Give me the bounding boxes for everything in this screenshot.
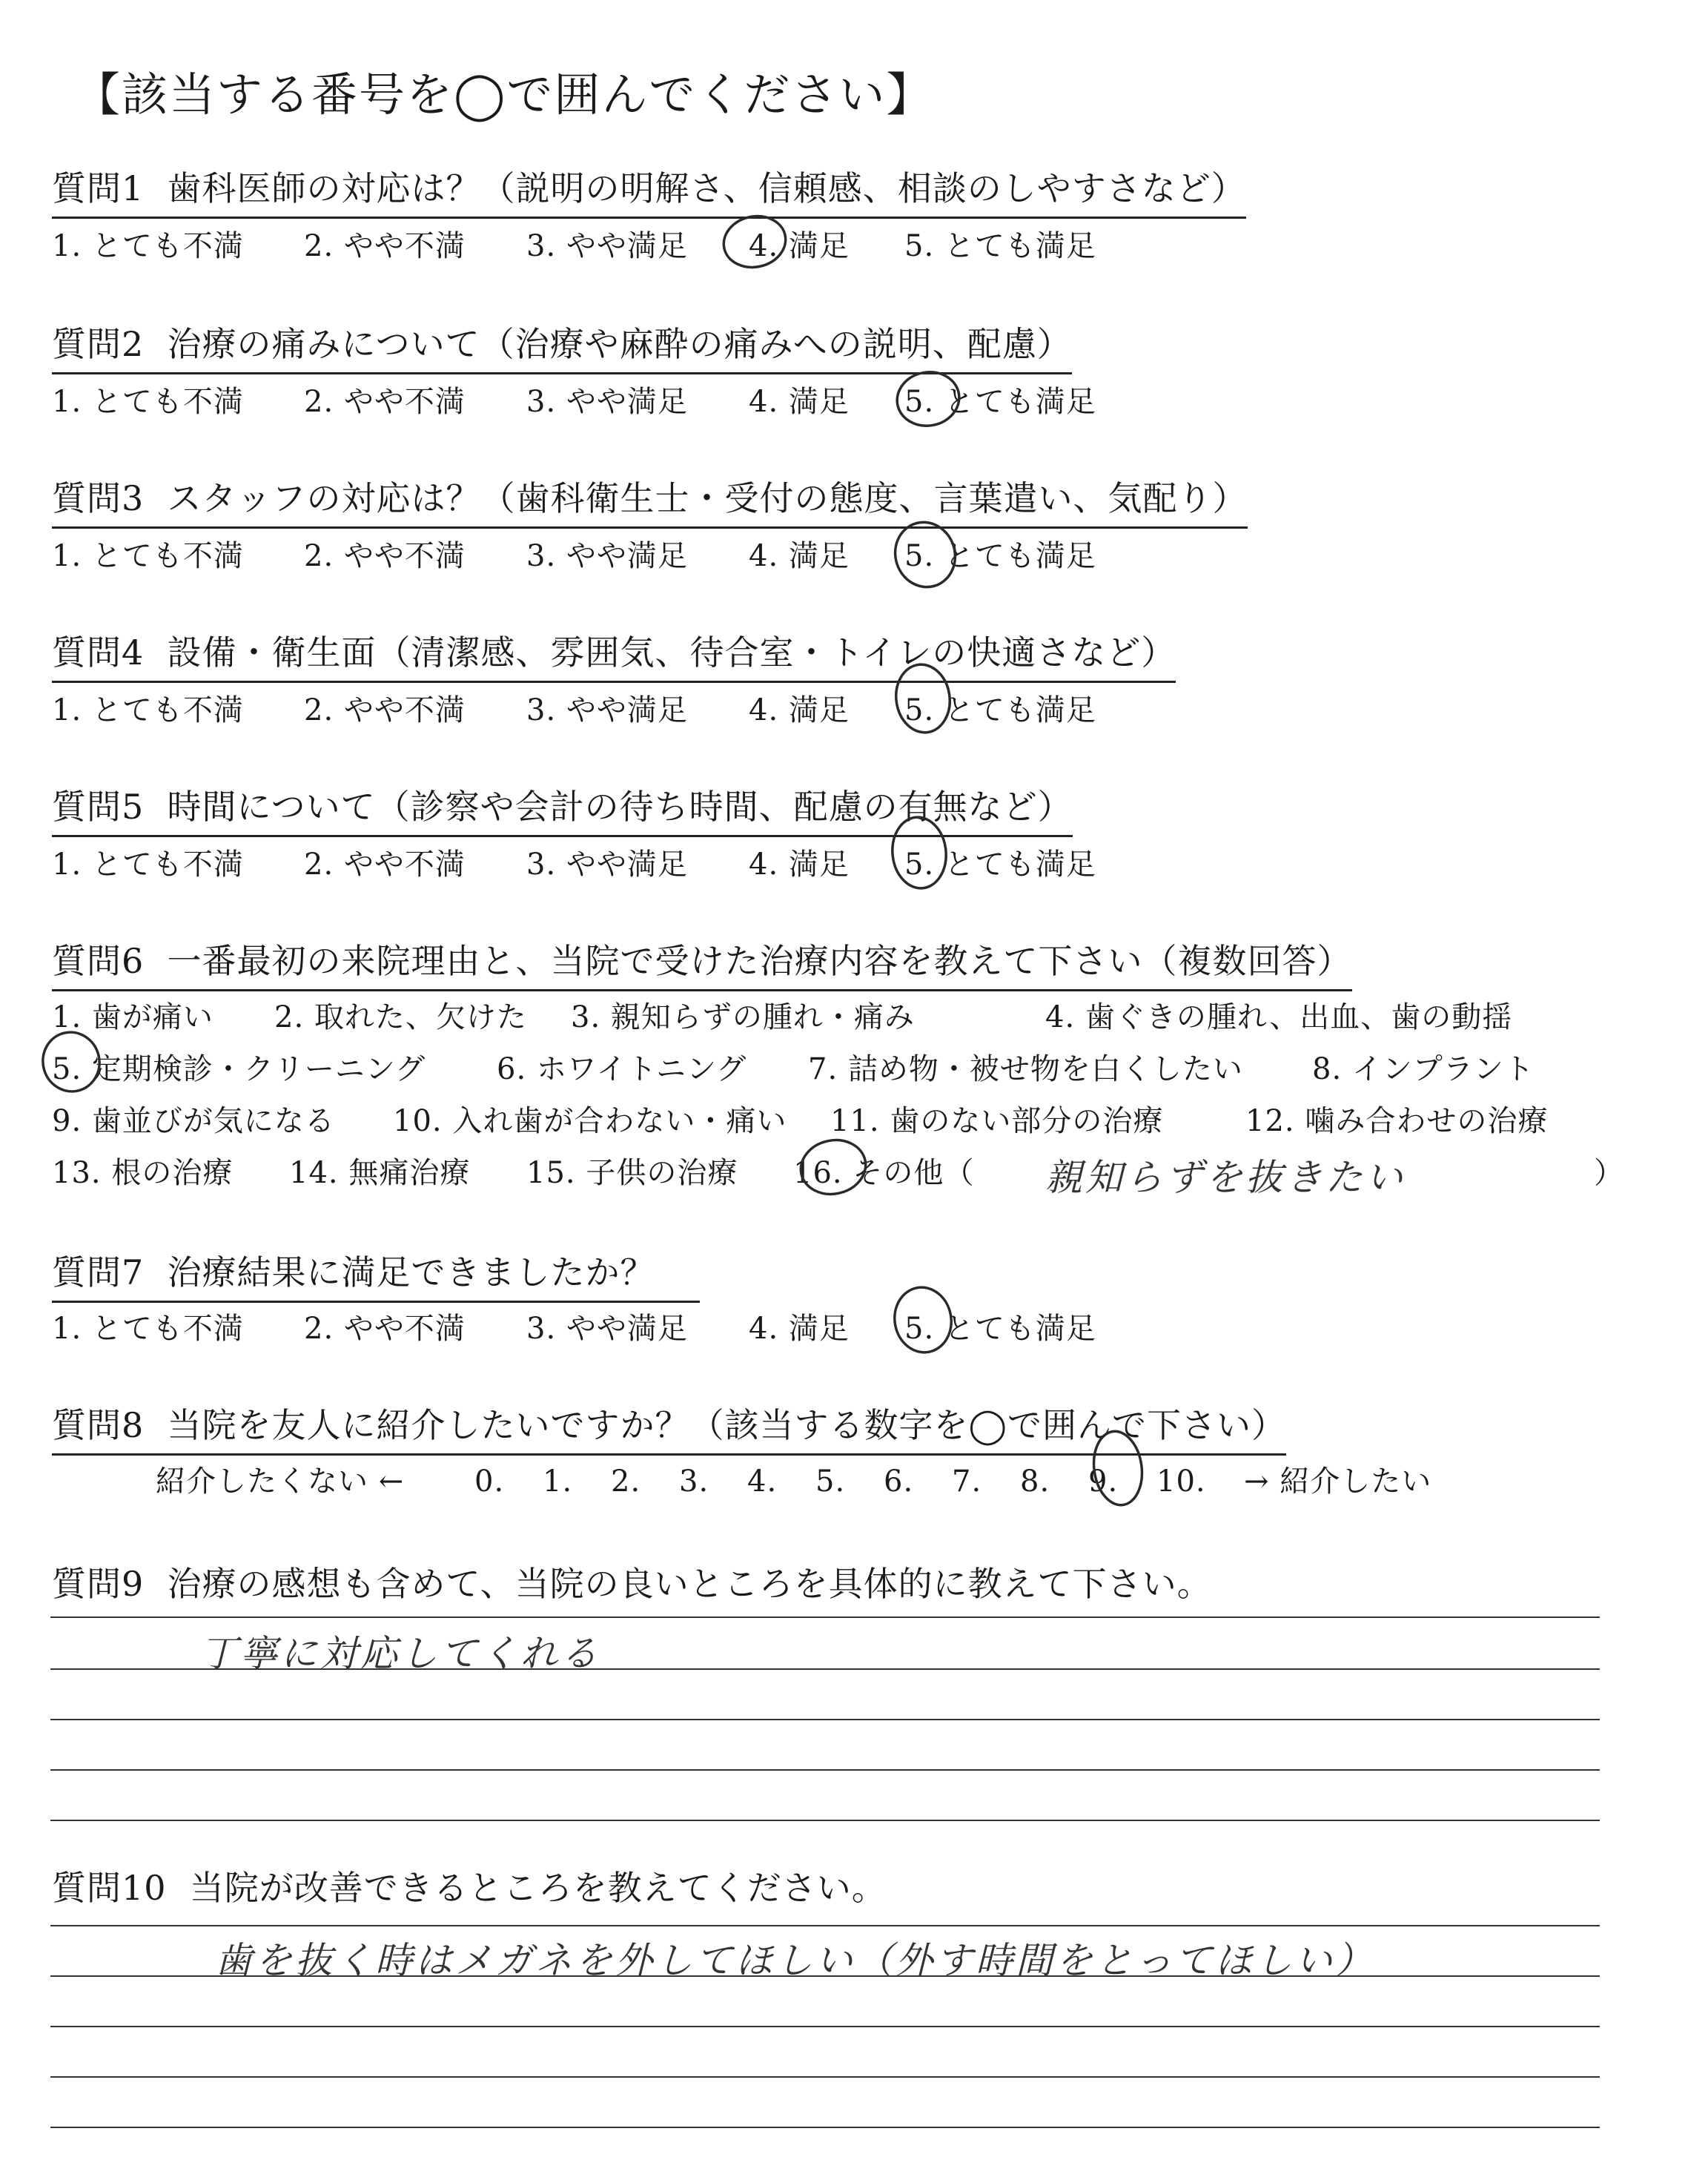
reason-option[interactable]: 12. 噛み合わせの治療 — [1245, 1104, 1549, 1138]
option-4[interactable]: 4. 満足 — [749, 229, 850, 263]
reason-option-other[interactable]: 16. その他（ — [793, 1156, 975, 1190]
scale-option[interactable]: 5. — [815, 1464, 846, 1499]
scale-left-label: 紹介したくない ← — [156, 1464, 405, 1499]
option-5[interactable]: 5. とても満足 — [904, 848, 1096, 882]
option-5[interactable]: 5. とても満足 — [904, 229, 1096, 263]
reason-option[interactable]: 3. 親知らずの腫れ・痛み — [571, 1000, 915, 1034]
question-10-answer[interactable]: 歯を抜く時はメガネを外してほしい（外す時間をとってほしい） — [215, 1939, 1375, 1982]
question-text: 治療の感想も含めて、当院の良いところを具体的に教えて下さい。 — [167, 1564, 1212, 1604]
scale-option[interactable]: 2. — [611, 1464, 641, 1499]
reason-option[interactable]: 15. 子供の治療 — [526, 1156, 738, 1190]
question-text: 当院が改善できるところを教えてください。 — [189, 1868, 887, 1908]
reason-option[interactable]: 1. 歯が痛い — [52, 1000, 214, 1034]
option-1[interactable]: 1. とても不満 — [52, 385, 244, 419]
option-3[interactable]: 3. やや満足 — [526, 385, 688, 419]
question-5-title — [52, 780, 1073, 837]
question-8-title — [52, 1398, 1286, 1456]
reason-option[interactable]: 13. 根の治療 — [52, 1156, 234, 1190]
option-2[interactable]: 2. やや不満 — [304, 848, 466, 882]
question-label: 質問1 — [52, 168, 145, 208]
question-label: 質問7 — [52, 1252, 145, 1292]
option-2[interactable]: 2. やや不満 — [304, 539, 466, 573]
instruction-header: 【該当する番号を◯で囲んでください】 — [74, 67, 934, 122]
question-label: 質問9 — [52, 1564, 145, 1604]
question-10-title — [52, 1861, 887, 1910]
option-2[interactable]: 2. やや不満 — [304, 385, 466, 419]
answer-line — [50, 2127, 1600, 2128]
option-1[interactable]: 1. とても不満 — [52, 1312, 244, 1346]
question-4-options — [52, 687, 1096, 729]
answer-line — [50, 1769, 1600, 1771]
question-3-title — [52, 472, 1248, 529]
scale-option[interactable]: 6. — [884, 1464, 914, 1499]
question-6-row-4 — [52, 1149, 974, 1192]
option-1[interactable]: 1. とても不満 — [52, 848, 244, 882]
question-3-options — [52, 532, 1096, 575]
option-3[interactable]: 3. やや満足 — [526, 229, 688, 263]
question-label: 質問2 — [52, 324, 145, 364]
question-text: 治療結果に満足できましたか？ — [167, 1252, 655, 1292]
question-7-title — [52, 1246, 700, 1303]
scale-option[interactable]: 10. — [1156, 1464, 1206, 1499]
reason-option[interactable]: 9. 歯並びが気になる — [52, 1104, 335, 1138]
reason-option[interactable]: 10. 入れ歯が合わない・痛い — [393, 1104, 787, 1138]
scale-option[interactable]: 8. — [1020, 1464, 1050, 1499]
question-6-row-2 — [52, 1046, 1535, 1088]
answer-line — [50, 1616, 1600, 1618]
option-3[interactable]: 3. やや満足 — [526, 693, 688, 727]
question-label: 質問3 — [52, 478, 145, 518]
reason-option[interactable]: 8. インプラント — [1312, 1052, 1535, 1086]
other-close-paren: ） — [1594, 1156, 1624, 1190]
option-1[interactable]: 1. とても不満 — [52, 539, 244, 573]
option-3[interactable]: 3. やや満足 — [526, 1312, 688, 1346]
option-4[interactable]: 4. 満足 — [749, 693, 850, 727]
scale-option[interactable]: 9. — [1088, 1464, 1119, 1499]
answer-line — [50, 2026, 1600, 2027]
scale-option[interactable]: 0. — [474, 1464, 505, 1499]
scale-right-label: → 紹介したい — [1244, 1464, 1432, 1499]
question-label: 質問4 — [52, 633, 145, 673]
reason-option[interactable]: 5. 定期検診・クリーニング — [52, 1052, 426, 1086]
option-2[interactable]: 2. やや不満 — [304, 1312, 466, 1346]
option-2[interactable]: 2. やや不満 — [304, 693, 466, 727]
question-text: 時間について（診察や会計の待ち時間、配慮の有無など） — [167, 787, 1073, 827]
answer-line — [50, 1925, 1600, 1926]
question-text: 歯科医師の対応は？（説明の明解さ、信頼感、相談のしやすさなど） — [167, 168, 1246, 208]
question-text: 当院を友人に紹介したいですか？（該当する数字を◯で囲んで下さい） — [167, 1405, 1287, 1445]
option-3[interactable]: 3. やや満足 — [526, 539, 688, 573]
question-label: 質問6 — [52, 941, 145, 981]
question-label: 質問5 — [52, 787, 145, 827]
question-5-options — [52, 841, 1096, 883]
option-3[interactable]: 3. やや満足 — [526, 848, 688, 882]
reason-option[interactable]: 6. ホワイトニング — [497, 1052, 747, 1086]
answer-line — [50, 1820, 1600, 1821]
option-1[interactable]: 1. とても不満 — [52, 229, 244, 263]
question-1-options — [52, 222, 1096, 265]
reason-option[interactable]: 14. 無痛治療 — [289, 1156, 471, 1190]
question-2-options — [52, 378, 1096, 420]
option-5[interactable]: 5. とても満足 — [904, 539, 1096, 573]
answer-line — [50, 1975, 1600, 1977]
option-2[interactable]: 2. やや不満 — [304, 229, 466, 263]
option-4[interactable]: 4. 満足 — [749, 848, 850, 882]
other-reason-handwritten[interactable]: 親知らずを抜きたい — [1045, 1156, 1406, 1199]
option-4[interactable]: 4. 満足 — [749, 385, 850, 419]
reason-option[interactable]: 2. 取れた、欠けた — [274, 1000, 527, 1034]
option-1[interactable]: 1. とても不満 — [52, 693, 244, 727]
reason-option[interactable]: 7. 詰め物・被せ物を白くしたい — [808, 1052, 1243, 1086]
reason-option[interactable]: 4. 歯ぐきの腫れ、出血、歯の動揺 — [1045, 1000, 1513, 1034]
answer-line — [50, 2076, 1600, 2078]
scale-option[interactable]: 1. — [543, 1464, 573, 1499]
question-label: 質問10 — [52, 1868, 167, 1908]
answer-line — [50, 1668, 1600, 1670]
answer-line — [50, 1719, 1600, 1720]
question-4-title — [52, 626, 1176, 683]
option-4[interactable]: 4. 満足 — [749, 1312, 850, 1346]
question-text: 治療の痛みについて（治療や麻酔の痛みへの説明、配慮） — [167, 324, 1072, 364]
question-2-title — [52, 317, 1072, 374]
question-1-title — [52, 162, 1246, 219]
question-text: スタッフの対応は？（歯科衛生士・受付の態度、言葉遣い、気配り） — [167, 478, 1248, 518]
option-5[interactable]: 5. とても満足 — [904, 693, 1096, 727]
reason-option[interactable]: 11. 歯のない部分の治療 — [830, 1104, 1164, 1138]
question-text: 一番最初の来院理由と、当院で受けた治療内容を教えて下さい（複数回答） — [167, 941, 1352, 981]
option-5[interactable]: 5. とても満足 — [904, 385, 1096, 419]
question-6-title — [52, 934, 1352, 991]
question-label: 質問8 — [52, 1405, 145, 1445]
question-7-options — [52, 1305, 1096, 1347]
question-text: 設備・衛生面（清潔感、雰囲気、待合室・トイレの快適さなど） — [167, 633, 1176, 673]
scale-option[interactable]: 4. — [747, 1464, 778, 1499]
option-5[interactable]: 5. とても満足 — [904, 1312, 1096, 1346]
scale-option[interactable]: 7. — [952, 1464, 982, 1499]
question-9-title — [52, 1557, 1212, 1606]
question-6-row-3 — [52, 1097, 1548, 1140]
question-9-answer[interactable]: 丁寧に対応してくれる — [200, 1632, 600, 1675]
scale-option[interactable]: 3. — [679, 1464, 709, 1499]
option-4[interactable]: 4. 満足 — [749, 539, 850, 573]
question-6-row-1 — [52, 994, 1512, 1036]
question-8-scale — [156, 1458, 1431, 1500]
